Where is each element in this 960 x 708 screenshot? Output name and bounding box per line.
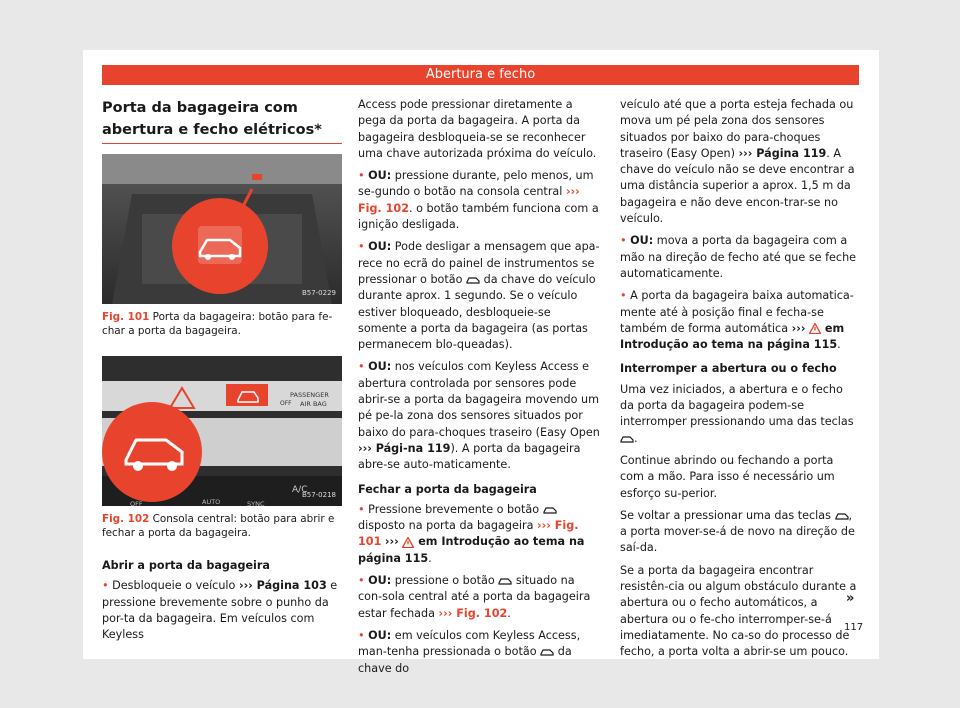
paragraph: veículo até que a porta esteja fechada ou mova um pé pela zona dos sensores situados por baixo do para-choques traseiro (Easy Open) ››› Página 119. A chave do veículo não se deve encontrar a uma distância superior a aprox. 1,5 m da bagageira e não deve encon-trar-se no veículo.: [620, 98, 855, 226]
figure-102: [102, 356, 342, 506]
chapter-header: Abertura e fecho: [102, 65, 859, 85]
paragraph: Continue abrindo ou fechando a porta com a mão. Para isso é necessário um esforço su-perior.: [620, 453, 835, 500]
paragraph: Access pode pressionar diretamente a pega da porta da bagageira. A porta da bagageira desbloqueia-se se reconhecer uma chave autorizada próxima do veículo.: [358, 98, 597, 160]
car-trunk-icon: [543, 506, 557, 514]
figure-101-caption: Fig. 101 Porta da bagageira: botão para fe-char a porta da bagageira.: [102, 311, 333, 337]
warning-icon: [809, 323, 821, 334]
panel-sync-label: SYNC: [247, 500, 265, 506]
column-2: [358, 97, 601, 683]
panel-passenger-label: PASSENGER: [290, 391, 329, 399]
bullet-item: • OU: em veículos com Keyless Access, man-tenha pressionada o botão da chave do: [358, 628, 581, 675]
bullet-item: • Pressione brevemente o botão disposto na porta da bagageira ››› Fig. 101 ››› em Introdução ao tema na página 115.: [358, 502, 585, 565]
bullet-item: • OU: Pode desligar a mensagem que apa-rece no ecrã do painel de instrumentos se pressionar o botão da chave do veículo durante aprox. 1 segundo. Se o veículo estiver bloqueado, desbloqueie-se somente a porta da bagageira (as portas permanecem blo-queadas).: [358, 240, 600, 352]
section-title: Porta da bagageira com abertura e fecho elétricos*: [102, 100, 322, 138]
bullet-item: • A porta da bagageira baixa automatica-mente até à posição final e fecha-se também de forma automática ››› em Introdução ao tema na página 115.: [620, 289, 854, 352]
car-trunk-icon: [835, 512, 849, 520]
page-number: 117: [844, 622, 864, 633]
car-trunk-icon: [498, 577, 512, 585]
bullet-item: • OU: mova a porta da bagageira com a mão na direção de fecho até que se feche automaticamente.: [620, 234, 857, 280]
figure-code: B57-0229: [301, 288, 336, 297]
heading-interrupt: Interromper a abertura ou o fecho: [620, 362, 837, 376]
paragraph: Se voltar a pressionar uma das teclas , a porta mover-se-á de novo na direção de saí-da.: [620, 508, 855, 555]
bullet-item: • OU: pressione durante, pelo menos, um se-gundo o botão na consola central ››› Fig. 102. o botão também funciona com a ignição desligada.: [358, 169, 599, 232]
column-3: [620, 97, 860, 667]
panel-ac-label: A/C: [292, 485, 308, 495]
panel-off2-label: OFF: [130, 500, 143, 506]
car-trunk-icon: [540, 648, 554, 656]
column-1: [102, 97, 342, 649]
car-trunk-icon: [466, 276, 480, 284]
title-divider: [102, 143, 342, 144]
panel-auto-label: AUTO: [202, 498, 221, 506]
continue-mark: »: [846, 591, 855, 606]
heading-close: Fechar a porta da bagageira: [358, 482, 537, 496]
bullet-item: • OU: pressione o botão situado na con-sola central até a porta da bagageira estar fechada ››› Fig. 102.: [358, 574, 591, 620]
warning-icon: [402, 537, 414, 548]
heading-open: Abrir a porta da bagageira: [102, 559, 270, 572]
panel-airbag-label: AIR BAG: [300, 400, 327, 408]
figure-code: B57-0218: [301, 490, 336, 499]
paragraph: • Desbloqueie o veículo ››› Página 103 e pressione brevemente sobre o punho da por-ta da bagageira. Em veículos com Keyless: [102, 579, 338, 642]
paragraph: Se a porta da bagageira encontrar resistên-cia ou algum obstáculo durante a abertura ou o fecho automáticos, a abertura ou o fe-cho interromper-se-á imediatamente. No ca-so do processo de fecho, a porta volta a abrir-se um pouco.: [620, 563, 857, 659]
figure-102-caption: Fig. 102 Consola central: botão para abrir e fechar a porta da bagageira.: [102, 513, 335, 539]
car-trunk-icon: [620, 435, 634, 443]
paragraph: Uma vez iniciados, a abertura e o fecho da porta da bagageira podem-se interromper pressionando uma das teclas .: [620, 382, 854, 445]
figure-101: [102, 154, 342, 304]
panel-off-label: OFF: [280, 400, 292, 407]
trunk-photo: [102, 154, 342, 304]
bullet-item: • OU: nos veículos com Keyless Access e abertura controlada por sensores pode abrir-se a porta da bagageira movendo um pé pe-la zona dos sensores situados por baixo do para-choques traseiro (Easy Open ››› Pági-na 119). A porta da bagageira abre-se auto-maticamente.: [358, 360, 600, 472]
